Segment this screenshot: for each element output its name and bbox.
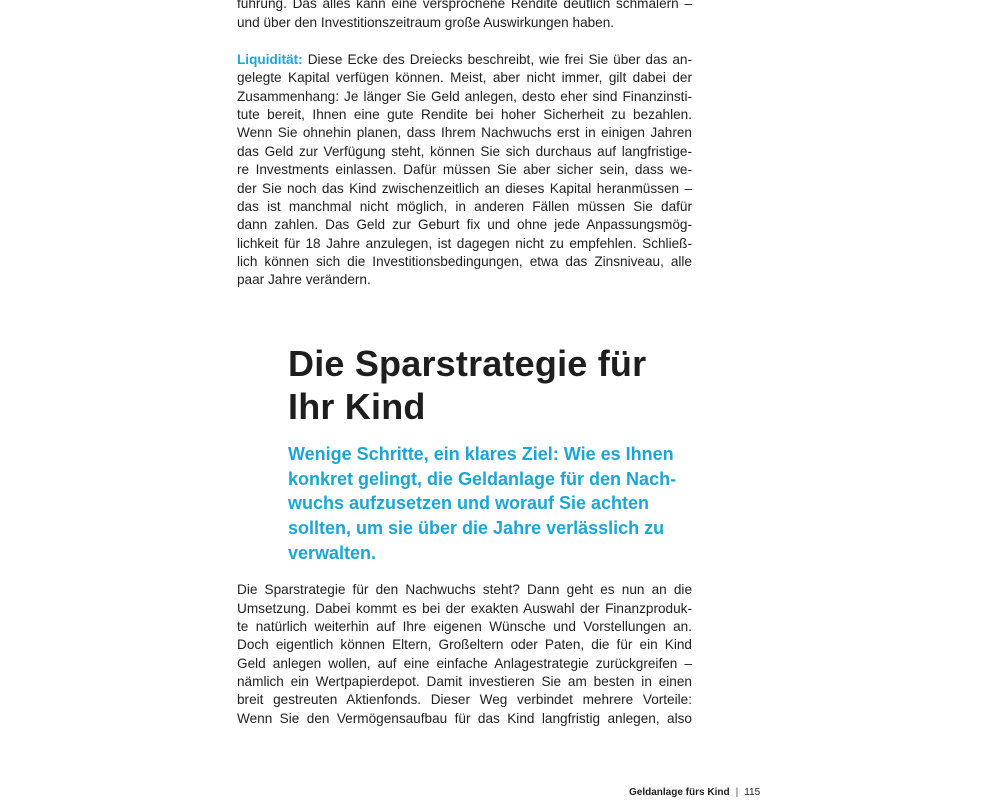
text-line: das Geld zur Verfügung steht, können Sie sich durchaus auf langfristige- [237, 144, 692, 159]
page-number: 115 [744, 787, 761, 798]
text-line: lichkeit für 18 Jahre anzulegen, ist dagegen nicht zu empfehlen. Schließ- [237, 236, 692, 251]
text-line: Geld anlegen wollen, auf eine einfache Anlagestrategie zurückgreifen – [237, 656, 692, 671]
text-line: Die Sparstrategie für den Nachwuchs steht? Dann geht es nun an die [237, 582, 692, 597]
text-line: te natürlich weiterhin auf Ihre eigenen Wünsche und Vorstellungen an. [237, 619, 692, 634]
heading-line: Ihr Kind [288, 386, 426, 427]
text-line: Wenn Sie ohnehin planen, dass Ihrem Nachwuchs erst in einigen Jahren [237, 125, 692, 140]
subheading-line: Wenige Schritte, ein klares Ziel: Wie es Ihnen [288, 444, 674, 464]
text-line: tute bereit, Ihnen eine gute Rendite bei hoher Sicherheit zu bezahlen. [237, 107, 692, 122]
text-line: nämlich ein Wertpapierdepot. Damit investieren Sie am besten in einen [237, 674, 692, 689]
heading-line: Die Sparstrategie für [288, 343, 647, 384]
page-footer [629, 786, 760, 800]
subheading-line: verwalten. [288, 543, 377, 563]
text-line: der Sie noch das Kind zwischenzeitlich an dieses Kapital heranmüssen – [237, 181, 692, 196]
subheading-line: sollten, um sie über die Jahre verlässlich zu [288, 518, 665, 538]
text-line: dann zahlen. Das Geld zur Geburt fix und ohne jede Anpassungsmög- [237, 217, 692, 232]
text-line: Doch eigentlich können Eltern, Großeltern oder Paten, die für ein Kind [237, 637, 692, 652]
text-line: Umsetzung. Dabei kommt es bei der exakten Auswahl der Finanzproduk- [237, 601, 692, 616]
text-line: das ist manchmal nicht möglich, in anderen Fällen müssen Sie dafür [237, 199, 692, 214]
text-line: führung. Das alles kann eine versprochene Rendite deutlich schmälern – [237, 0, 692, 11]
text-line: Zusammenhang: Je länger Sie Geld anlegen, desto eher sind Finanzinsti- [237, 89, 692, 104]
text-line: re Investments einlassen. Dafür müssen Sie aber sicher sein, dass we- [237, 162, 692, 177]
text-line: paar Jahre verändern. [237, 272, 371, 287]
subheading-line: wuchs aufzusetzen und worauf Sie achten [288, 493, 650, 513]
text-line: Wenn Sie den Vermögensaufbau für das Kind langfristig anlegen, also [237, 711, 692, 726]
footer-separator: | [735, 787, 739, 798]
text-line: gelegte Kapital verfügen können. Meist, aber nicht immer, gilt dabei der [237, 70, 692, 85]
subheading-line: konkret gelingt, die Geldanlage für den Nach- [288, 469, 677, 489]
text-line [237, 51, 692, 70]
text-run: Diese Ecke des Dreiecks beschreibt, wie frei Sie über das an- [302, 52, 692, 67]
paragraph-lead: Liquidität: [237, 52, 303, 67]
text-line: breit gestreuten Aktienfonds. Dieser Weg verbindet mehrere Vorteile: [237, 692, 692, 707]
text-line: und über den Investitionszeitraum große Auswirkungen haben. [237, 15, 615, 30]
footer-book-title: Geldanlage fürs Kind [629, 787, 730, 798]
text-line: lich können sich die Investitionsbedingungen, etwa das Zinsniveau, alle [237, 254, 692, 269]
